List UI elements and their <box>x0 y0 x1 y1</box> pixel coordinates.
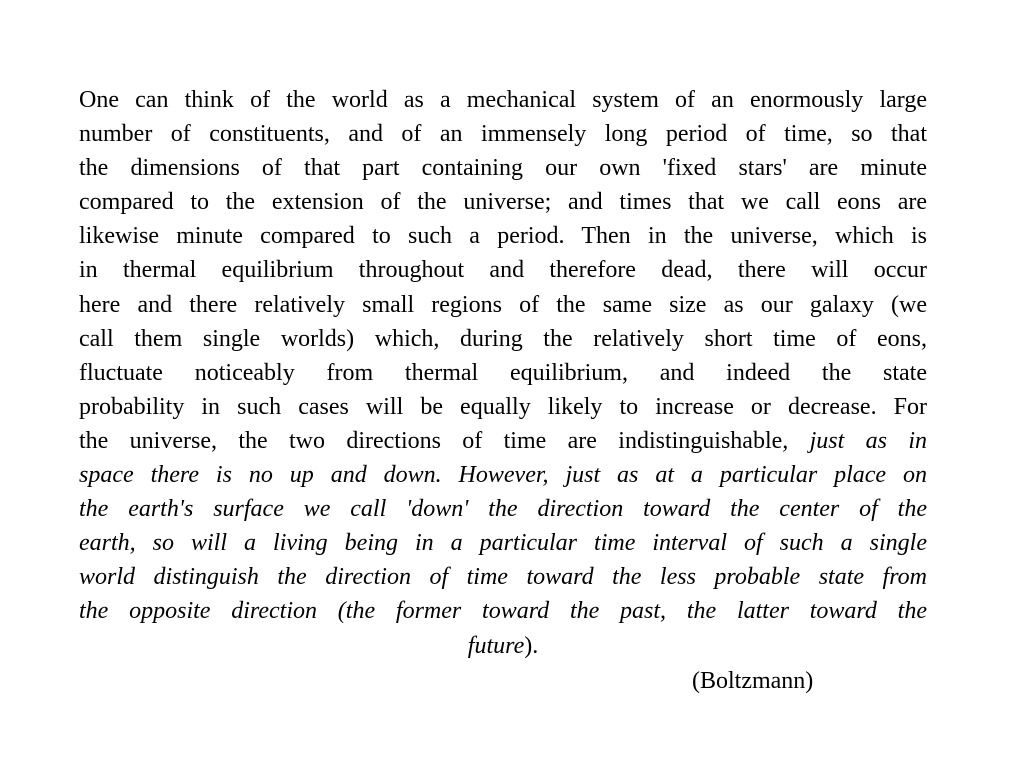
quote-line-text: One can think of the world as a mechanical system of an enormously large <box>79 87 927 113</box>
quote-line-italic-text: the earth's surface we call 'down' the direction toward the center of the <box>79 496 927 523</box>
quote-line <box>79 322 927 356</box>
quote-line <box>79 288 927 322</box>
quote-line-text: the dimensions of that part containing our own 'fixed stars' are minute <box>79 155 927 182</box>
quote-line <box>79 492 927 526</box>
quote-text <box>79 83 927 663</box>
quote-line-text: the universe, the two directions of time are indistinguishable <box>79 427 783 454</box>
quote-line <box>79 594 927 628</box>
quote-line <box>79 151 927 185</box>
quote-line <box>79 526 927 560</box>
quote-line <box>79 185 927 219</box>
quote-line <box>79 390 927 424</box>
quote-final-punctuation: ). <box>524 632 539 659</box>
quote-line-italic-text: space there is no up and down. However, just as at a particular place on <box>79 462 927 489</box>
quote-line <box>79 253 927 287</box>
quote-line-text: compared to the extension of the universe; and times that we call eons are <box>79 189 927 216</box>
quote-line <box>79 117 927 151</box>
quote-line-text: likewise minute compared to such a period. Then in the universe, which is <box>79 223 927 250</box>
quote-line-text: fluctuate noticeably from thermal equilibrium, and indeed the state <box>79 359 927 386</box>
quote-line <box>79 424 927 458</box>
quote-line-italic-text: world distinguish the direction of time toward the less probable state from <box>79 564 927 591</box>
quote-final-italic-word: future <box>467 632 525 659</box>
quote-line <box>79 83 927 117</box>
quote-line <box>79 560 927 594</box>
quote-line <box>79 356 927 390</box>
quote-final-line <box>79 629 927 663</box>
quote-line-text: probability in such cases will be equally likely to increase or decrease. For <box>79 393 927 420</box>
quote-line-italic-text: earth, so will a living being in a particular time interval of such a single <box>79 530 927 557</box>
quote-line-italic-text: the opposite direction (the former toward the past, the latter toward the <box>79 598 927 625</box>
quote-attribution: (Boltzmann) <box>692 668 814 694</box>
quote-line-text: call them single worlds) which, during the relatively short time of eons, <box>79 325 927 352</box>
quote-line-text: in thermal equilibrium throughout and therefore dead, there will occur <box>79 257 927 284</box>
quote-line <box>79 458 927 492</box>
quote-line-italic-text: , just as in <box>782 427 927 454</box>
quote-line-text: number of constituents, and of an immensely long period of time, so that <box>79 121 927 148</box>
quote-line-text: here and there relatively small regions of the same size as our galaxy (we <box>79 291 927 318</box>
quote-line <box>79 219 927 253</box>
